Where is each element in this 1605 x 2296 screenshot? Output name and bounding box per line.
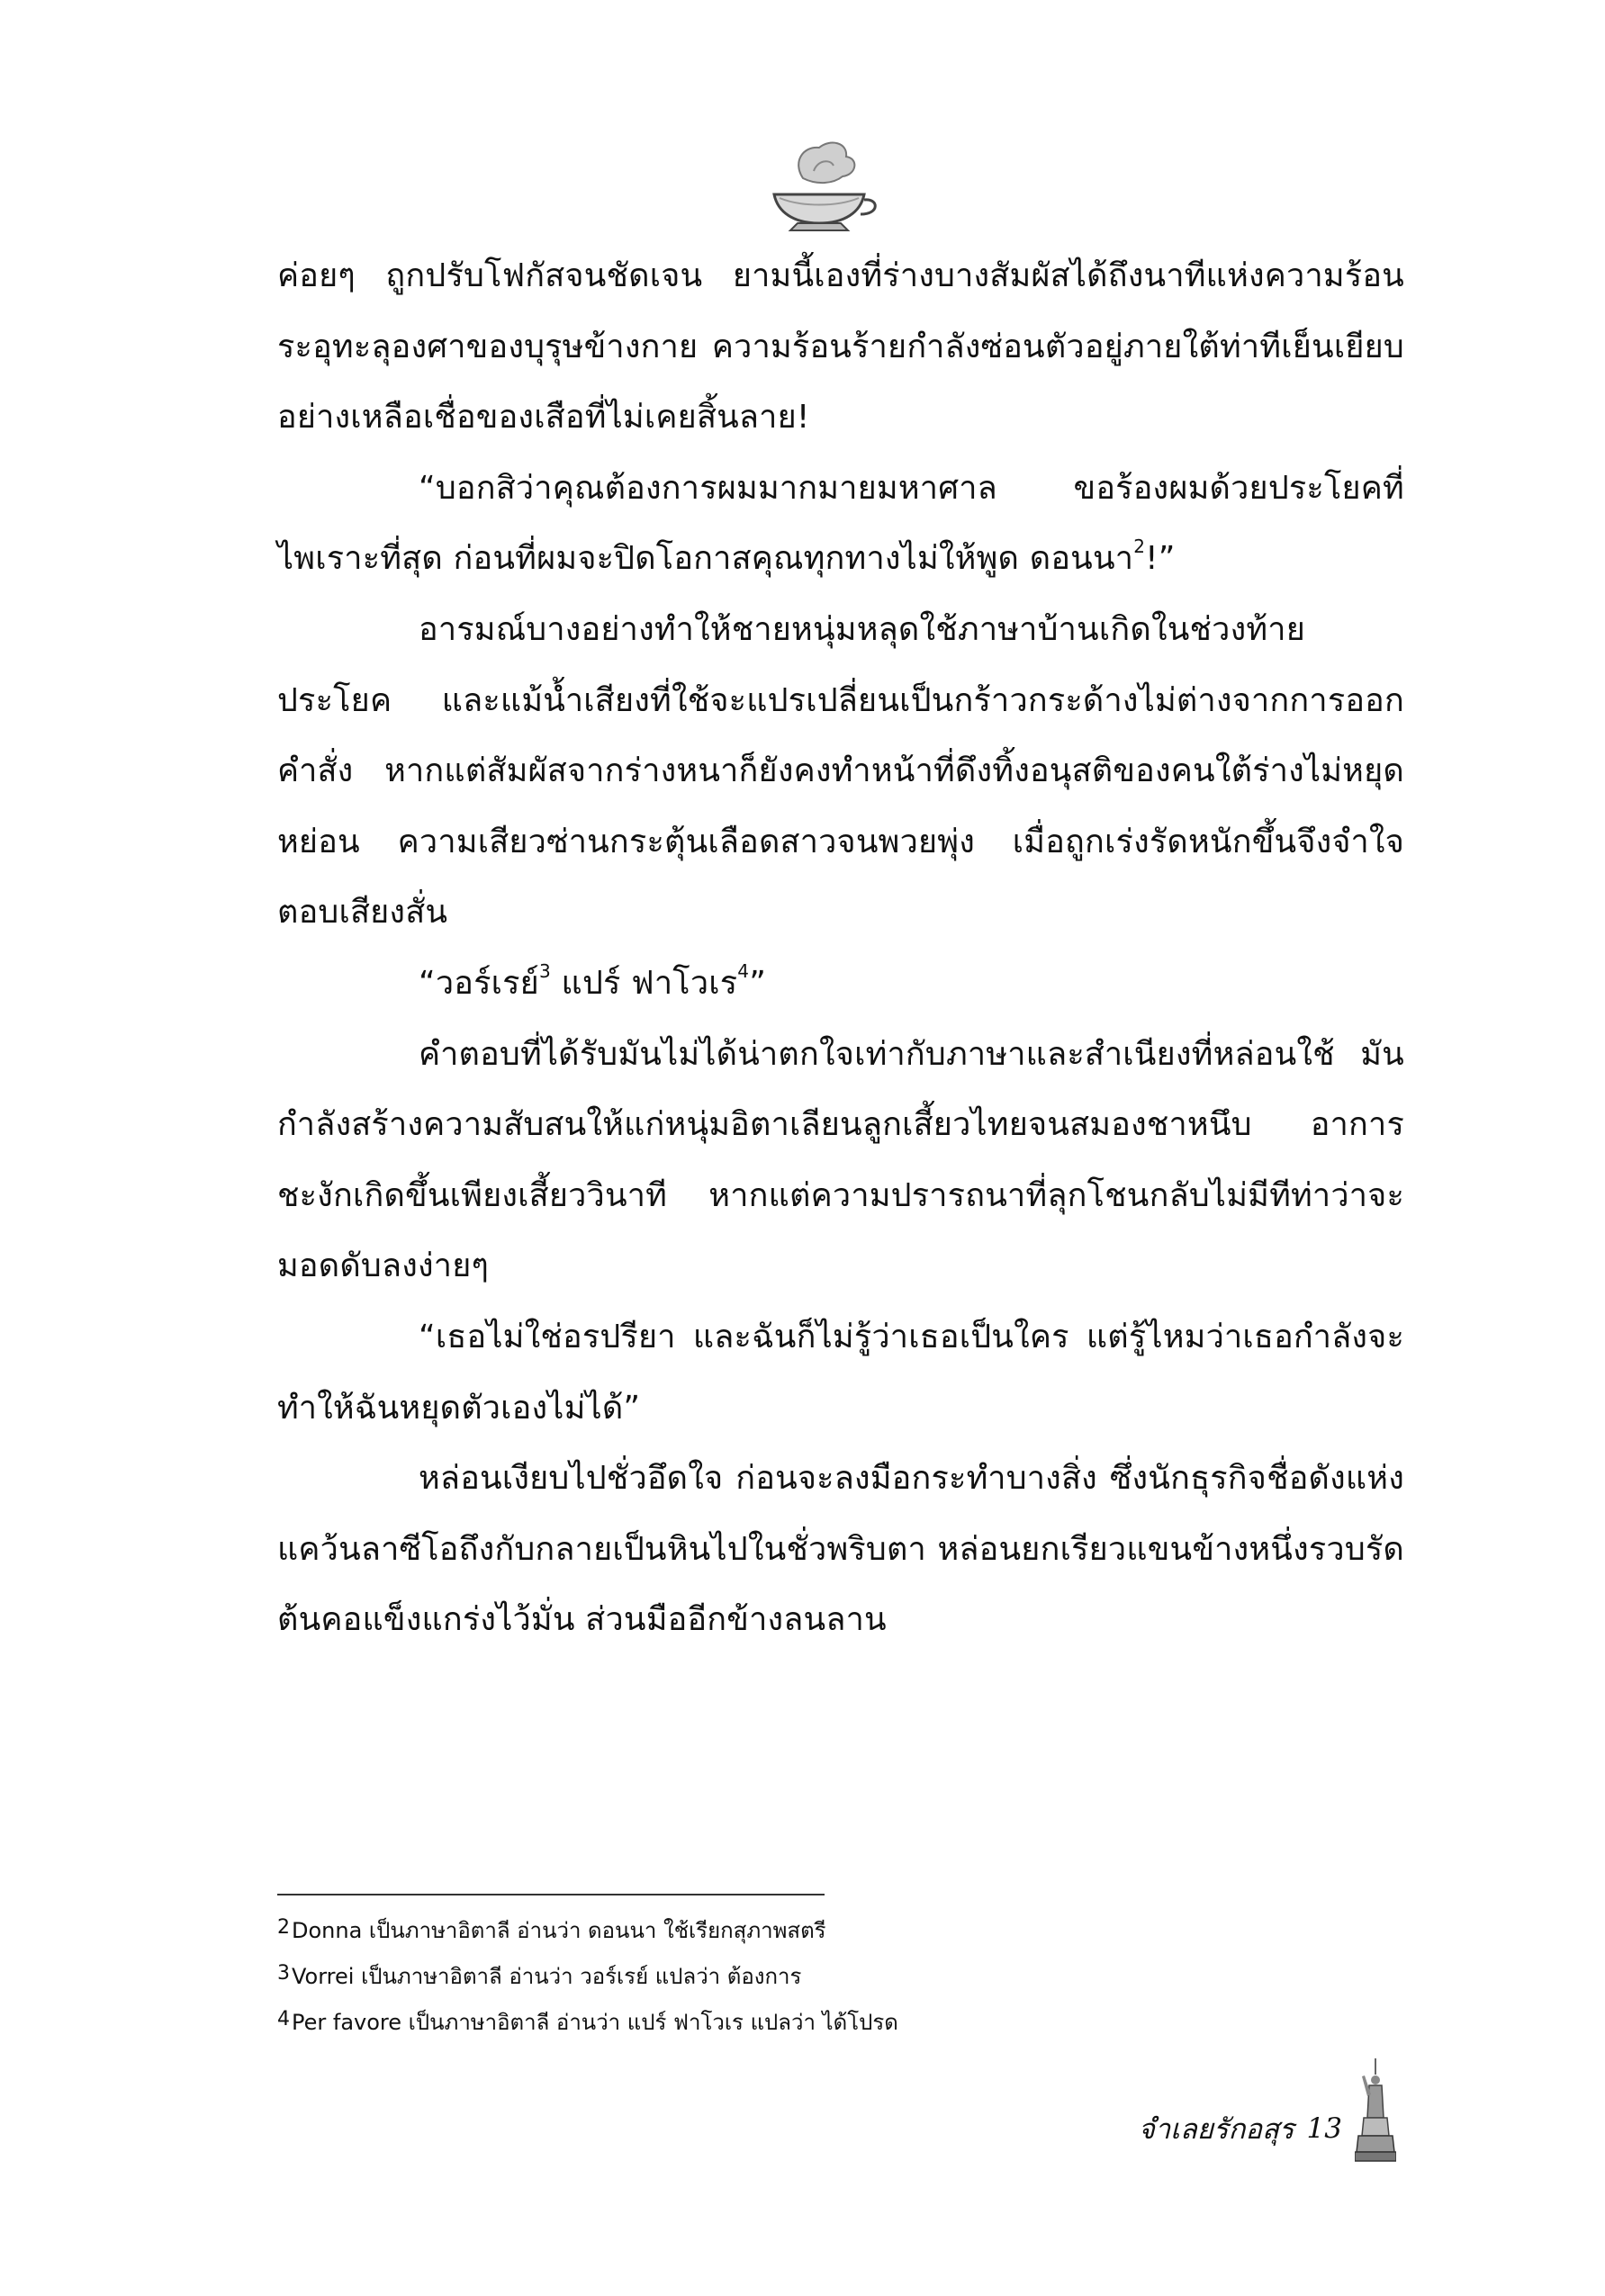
footnote-ref: 2 — [1133, 536, 1146, 558]
footnote-text: Donna เป็นภาษาอิตาลี อ่านว่า ดอนนา ใช้เรียกสุภาพสตรี — [292, 1918, 826, 1943]
teacup-ornament-icon — [747, 135, 891, 243]
paragraph-dialogue — [277, 454, 1404, 595]
footnote-number: 4 — [277, 2008, 290, 2030]
footnote — [277, 1998, 1177, 2044]
book-title: จำเลยรักอสุร — [1138, 2113, 1294, 2146]
page-number: 13 — [1306, 2112, 1342, 2145]
paragraph-text: “บอกสิว่าคุณต้องการผมมากมายมหาศาล ขอร้องผมด้วยประโยคที่ไพเราะที่สุด ก่อนที่ผมจะปิดโอกาสคุณทุกทางไม่ให้พูด ดอนนา — [277, 469, 1404, 578]
body-text — [277, 241, 1404, 1656]
paragraph-dialogue: “เธอไม่ใช่อรปรียา และฉันก็ไม่รู้ว่าเธอเป็นใคร แต่รู้ไหมว่าเธอกำลังจะทำให้ฉันหยุดตัวเองไม่ได้” — [277, 1318, 1404, 1427]
paragraph-text: “วอร์เรย์ — [419, 964, 539, 1002]
paragraph: ค่อยๆ ถูกปรับโฟกัสจนชัดเจน ยามนี้เองที่ร่างบางสัมผัสได้ถึงนาทีแห่งความร้อนระอุทะลุองศาของบุรุษข้างกาย ความร้อนร้ายกำลังซ่อนตัวอยู่ภายใต้ท่าทีเย็นเยียบอย่างเหลือเชื่อของเสือที่ไม่เคยสิ้นลาย! — [277, 257, 1404, 437]
statue-ornament-icon — [1355, 2055, 1396, 2166]
footnote-text: Vorrei เป็นภาษาอิตาลี อ่านว่า วอร์เรย์ แปลว่า ต้องการ — [292, 1964, 802, 1989]
paragraph: หล่อนเงียบไปชั่วอึดใจ ก่อนจะลงมือกระทำบางสิ่ง ซึ่งนักธุรกิจชื่อดังแห่งแคว้นลาซีโอถึงกับกลายเป็นหินไปในชั่วพริบตา หล่อนยกเรียวแขนข้างหนึ่งรวบรัดต้นคอแข็งแกร่งไว้มั่น ส่วนมืออีกข้างลนลาน — [277, 1460, 1404, 1639]
footnote-text: Per favore เป็นภาษาอิตาลี อ่านว่า แปร์ ฟาโวเร แปลว่า ได้โปรด — [292, 2010, 898, 2035]
footnote-divider — [277, 1894, 825, 1895]
paragraph-dialogue — [277, 949, 1404, 1020]
page-footer — [1139, 2099, 1396, 2158]
paragraph-text: !” — [1145, 540, 1176, 578]
paragraph: คำตอบที่ได้รับมันไม่ได้น่าตกใจเท่ากับภาษาและสำเนียงที่หล่อนใช้ มันกำลังสร้างความสับสนให้แก่หนุ่มอิตาเลียนลูกเสี้ยวไทยจนสมองชาหนึบ อาการชะงักเกิดขึ้นเพียงเสี้ยววินาที หากแต่ความปรารถนาที่ลุกโชนกลับไม่มีทีท่าว่าจะมอดดับลงง่ายๆ — [277, 1035, 1404, 1285]
footnote — [277, 1906, 1177, 1952]
paragraph-text: ” — [749, 964, 767, 1002]
footnote-ref: 4 — [737, 959, 750, 982]
footnote-number: 3 — [277, 1962, 290, 1985]
footnote-number: 2 — [277, 1916, 290, 1939]
footnote — [277, 1952, 1177, 1998]
footnote-ref: 3 — [538, 959, 551, 982]
paragraph: อารมณ์บางอย่างทำให้ชายหนุ่มหลุดใช้ภาษาบ้านเกิดในช่วงท้ายประโยค และแม้น้ำเสียงที่ใช้จะแปรเปลี่ยนเป็นกร้าวกระด้างไม่ต่างจากการออกคำสั่ง หากแต่สัมผัสจากร่างหนาก็ยังคงทำหน้าที่ดึงทิ้งอนุสติของคนใต้ร่างไม่หยุดหย่อน ความเสียวซ่านกระตุ้นเลือดสาวจนพวยพุ่ง เมื่อถูกเร่งรัดหนักขึ้นจึงจำใจตอบเสียงสั่น — [277, 610, 1404, 932]
footnotes — [277, 1906, 1177, 2044]
paragraph-text: แปร์ ฟาโวเร — [550, 964, 738, 1002]
